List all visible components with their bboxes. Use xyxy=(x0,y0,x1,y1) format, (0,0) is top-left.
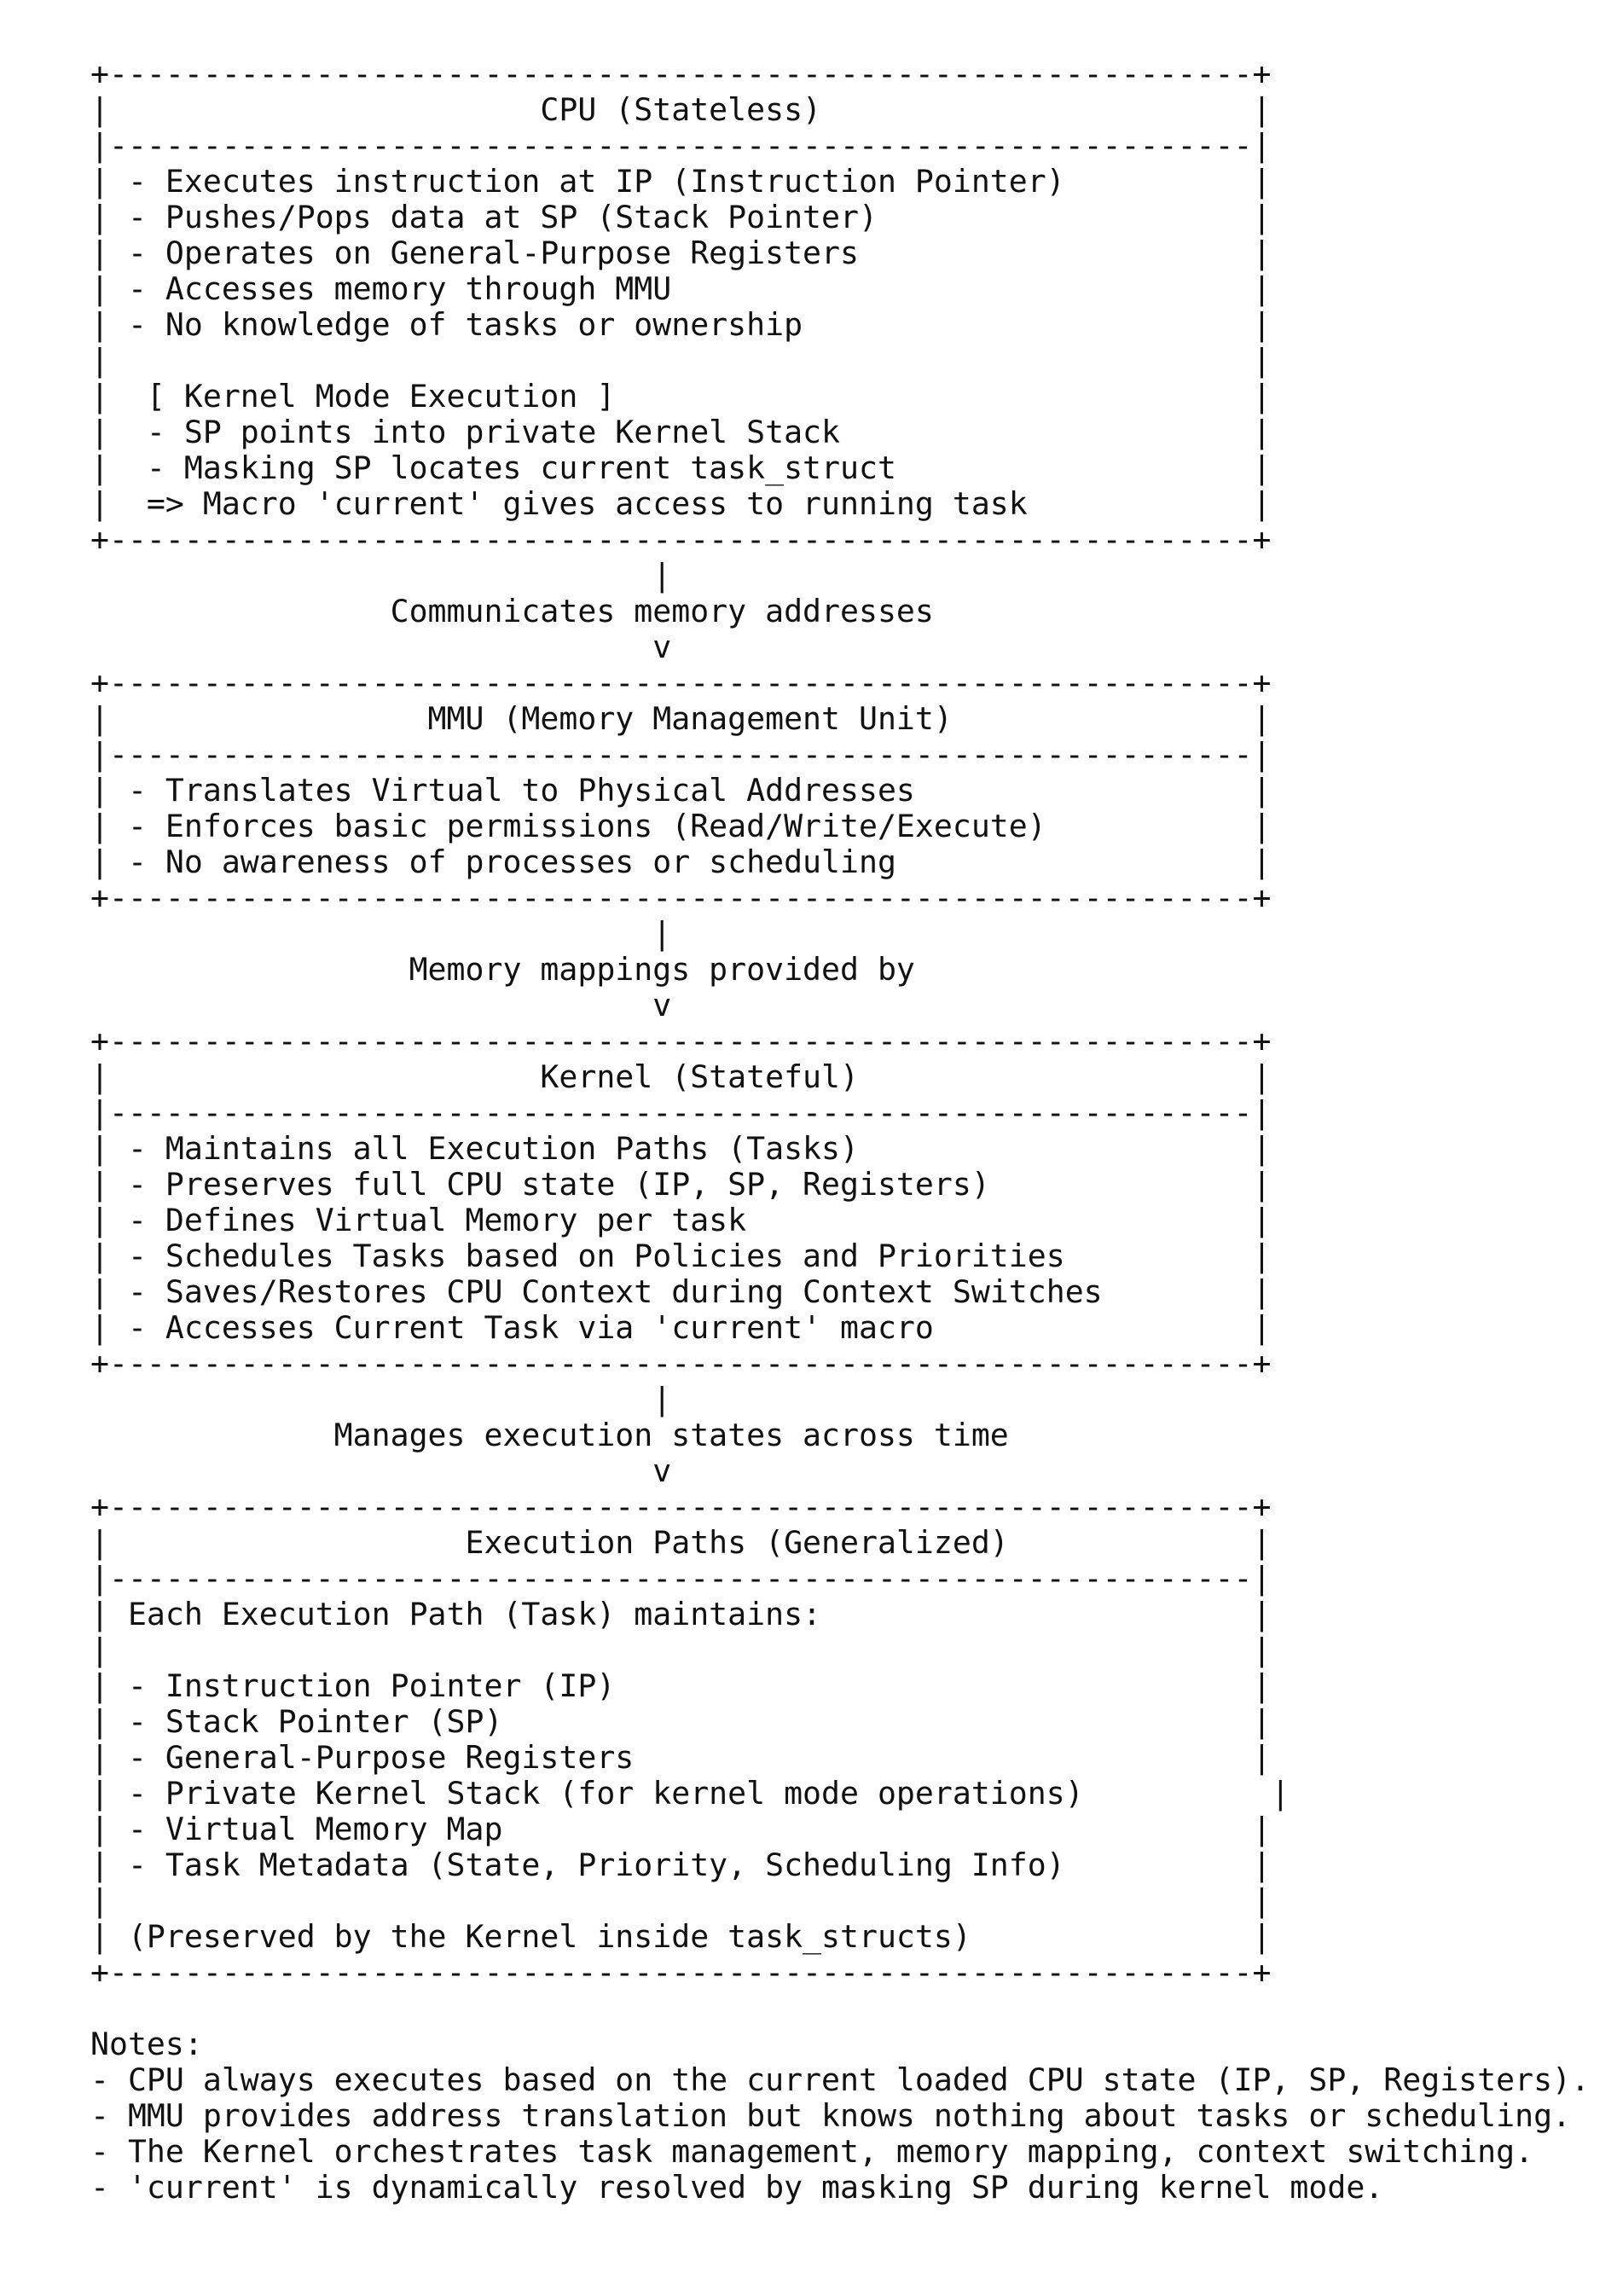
diagram-line: | - SP points into private Kernel Stack | xyxy=(90,414,1272,450)
diagram-line: | - Saves/Restores CPU Context during Context Switches | xyxy=(90,1273,1272,1310)
box-border: +-------------------------------------------------------------+ xyxy=(90,1345,1272,1382)
connector-line: | xyxy=(90,1381,672,1418)
box-border: +-------------------------------------------------------------+ xyxy=(90,1488,1272,1525)
note-item: - 'current' is dynamically resolved by masking SP during kernel mode. xyxy=(90,2169,1384,2206)
box-divider: |-------------------------------------------------------------| xyxy=(90,1560,1272,1597)
notes-heading: Notes: xyxy=(90,2026,203,2062)
connector-arrow: v xyxy=(90,987,672,1023)
box-divider: |-------------------------------------------------------------| xyxy=(90,736,1272,773)
diagram-line: | - Instruction Pointer (IP) | xyxy=(90,1667,1272,1704)
box-border: +-------------------------------------------------------------+ xyxy=(90,55,1272,92)
diagram-line: | - No knowledge of tasks or ownership | xyxy=(90,306,1272,343)
connector-line: | xyxy=(90,915,672,952)
connector-arrow: v xyxy=(90,629,672,665)
diagram-line: | | xyxy=(90,1882,1272,1919)
diagram-line: | - Operates on General-Purpose Registers | xyxy=(90,235,1272,271)
diagram-line: | - Private Kernel Stack (for kernel mode operations) | xyxy=(90,1775,1290,1812)
diagram-line: | - Translates Virtual to Physical Addresses | xyxy=(90,772,1272,809)
diagram-line: | - Accesses memory through MMU | xyxy=(90,270,1272,307)
diagram-line: | - Schedules Tasks based on Policies and Priorities | xyxy=(90,1238,1272,1274)
box-border: +-------------------------------------------------------------+ xyxy=(90,664,1272,701)
diagram-line: | - Task Metadata (State, Priority, Scheduling Info) | xyxy=(90,1847,1272,1883)
diagram-line: | - Virtual Memory Map | xyxy=(90,1811,1272,1847)
diagram-line: | | xyxy=(90,342,1272,379)
diagram-line: | MMU (Memory Management Unit) | xyxy=(90,700,1272,737)
box-divider: |-------------------------------------------------------------| xyxy=(90,127,1272,164)
diagram-line: | - Accesses Current Task via 'current' macro | xyxy=(90,1309,1272,1346)
diagram-line: | - General-Purpose Registers | xyxy=(90,1739,1272,1776)
note-item: - The Kernel orchestrates task management, memory mapping, context switching. xyxy=(90,2133,1534,2170)
diagram-line: | [ Kernel Mode Execution ] | xyxy=(90,378,1272,415)
diagram-line: | - Pushes/Pops data at SP (Stack Pointer) | xyxy=(90,199,1272,235)
diagram-line: | - Maintains all Execution Paths (Tasks) | xyxy=(90,1130,1272,1167)
diagram-line: | - Executes instruction at IP (Instruction Pointer) | xyxy=(90,163,1272,200)
connector-arrow: v xyxy=(90,1452,672,1489)
diagram-line: | - Masking SP locates current task_struct | xyxy=(90,449,1272,486)
diagram-line: | Each Execution Path (Task) maintains: | xyxy=(90,1596,1272,1632)
box-divider: |-------------------------------------------------------------| xyxy=(90,1094,1272,1131)
note-item: - MMU provides address translation but knows nothing about tasks or scheduling. xyxy=(90,2097,1572,2134)
diagram-line: | (Preserved by the Kernel inside task_structs) | xyxy=(90,1918,1272,1955)
diagram-line: | - Stack Pointer (SP) | xyxy=(90,1703,1272,1740)
diagram-line: | Execution Paths (Generalized) | xyxy=(90,1524,1272,1561)
diagram-line: | - Preserves full CPU state (IP, SP, Registers) | xyxy=(90,1166,1272,1203)
diagram-line: | - No awareness of processes or scheduling | xyxy=(90,844,1272,880)
diagram-line: | - Enforces basic permissions (Read/Write/Execute) | xyxy=(90,808,1272,844)
diagram-line: | - Defines Virtual Memory per task | xyxy=(90,1202,1272,1238)
connector-line: | xyxy=(90,557,672,594)
connector-label: Memory mappings provided by xyxy=(90,951,915,988)
diagram-line: | | xyxy=(90,1632,1272,1668)
box-border: +-------------------------------------------------------------+ xyxy=(90,879,1272,916)
connector-label: Communicates memory addresses xyxy=(90,593,934,629)
diagram-line: | => Macro 'current' gives access to running task | xyxy=(90,485,1272,522)
box-border: +-------------------------------------------------------------+ xyxy=(90,1023,1272,1059)
note-item: - CPU always executes based on the current loaded CPU state (IP, SP, Registers). xyxy=(90,2061,1590,2098)
diagram-line: | CPU (Stateless) | xyxy=(90,91,1272,128)
box-border: +-------------------------------------------------------------+ xyxy=(90,1954,1272,1991)
connector-label: Manages execution states across time xyxy=(90,1417,1009,1453)
box-border: +-------------------------------------------------------------+ xyxy=(90,521,1272,558)
diagram-line: | Kernel (Stateful) | xyxy=(90,1058,1272,1095)
